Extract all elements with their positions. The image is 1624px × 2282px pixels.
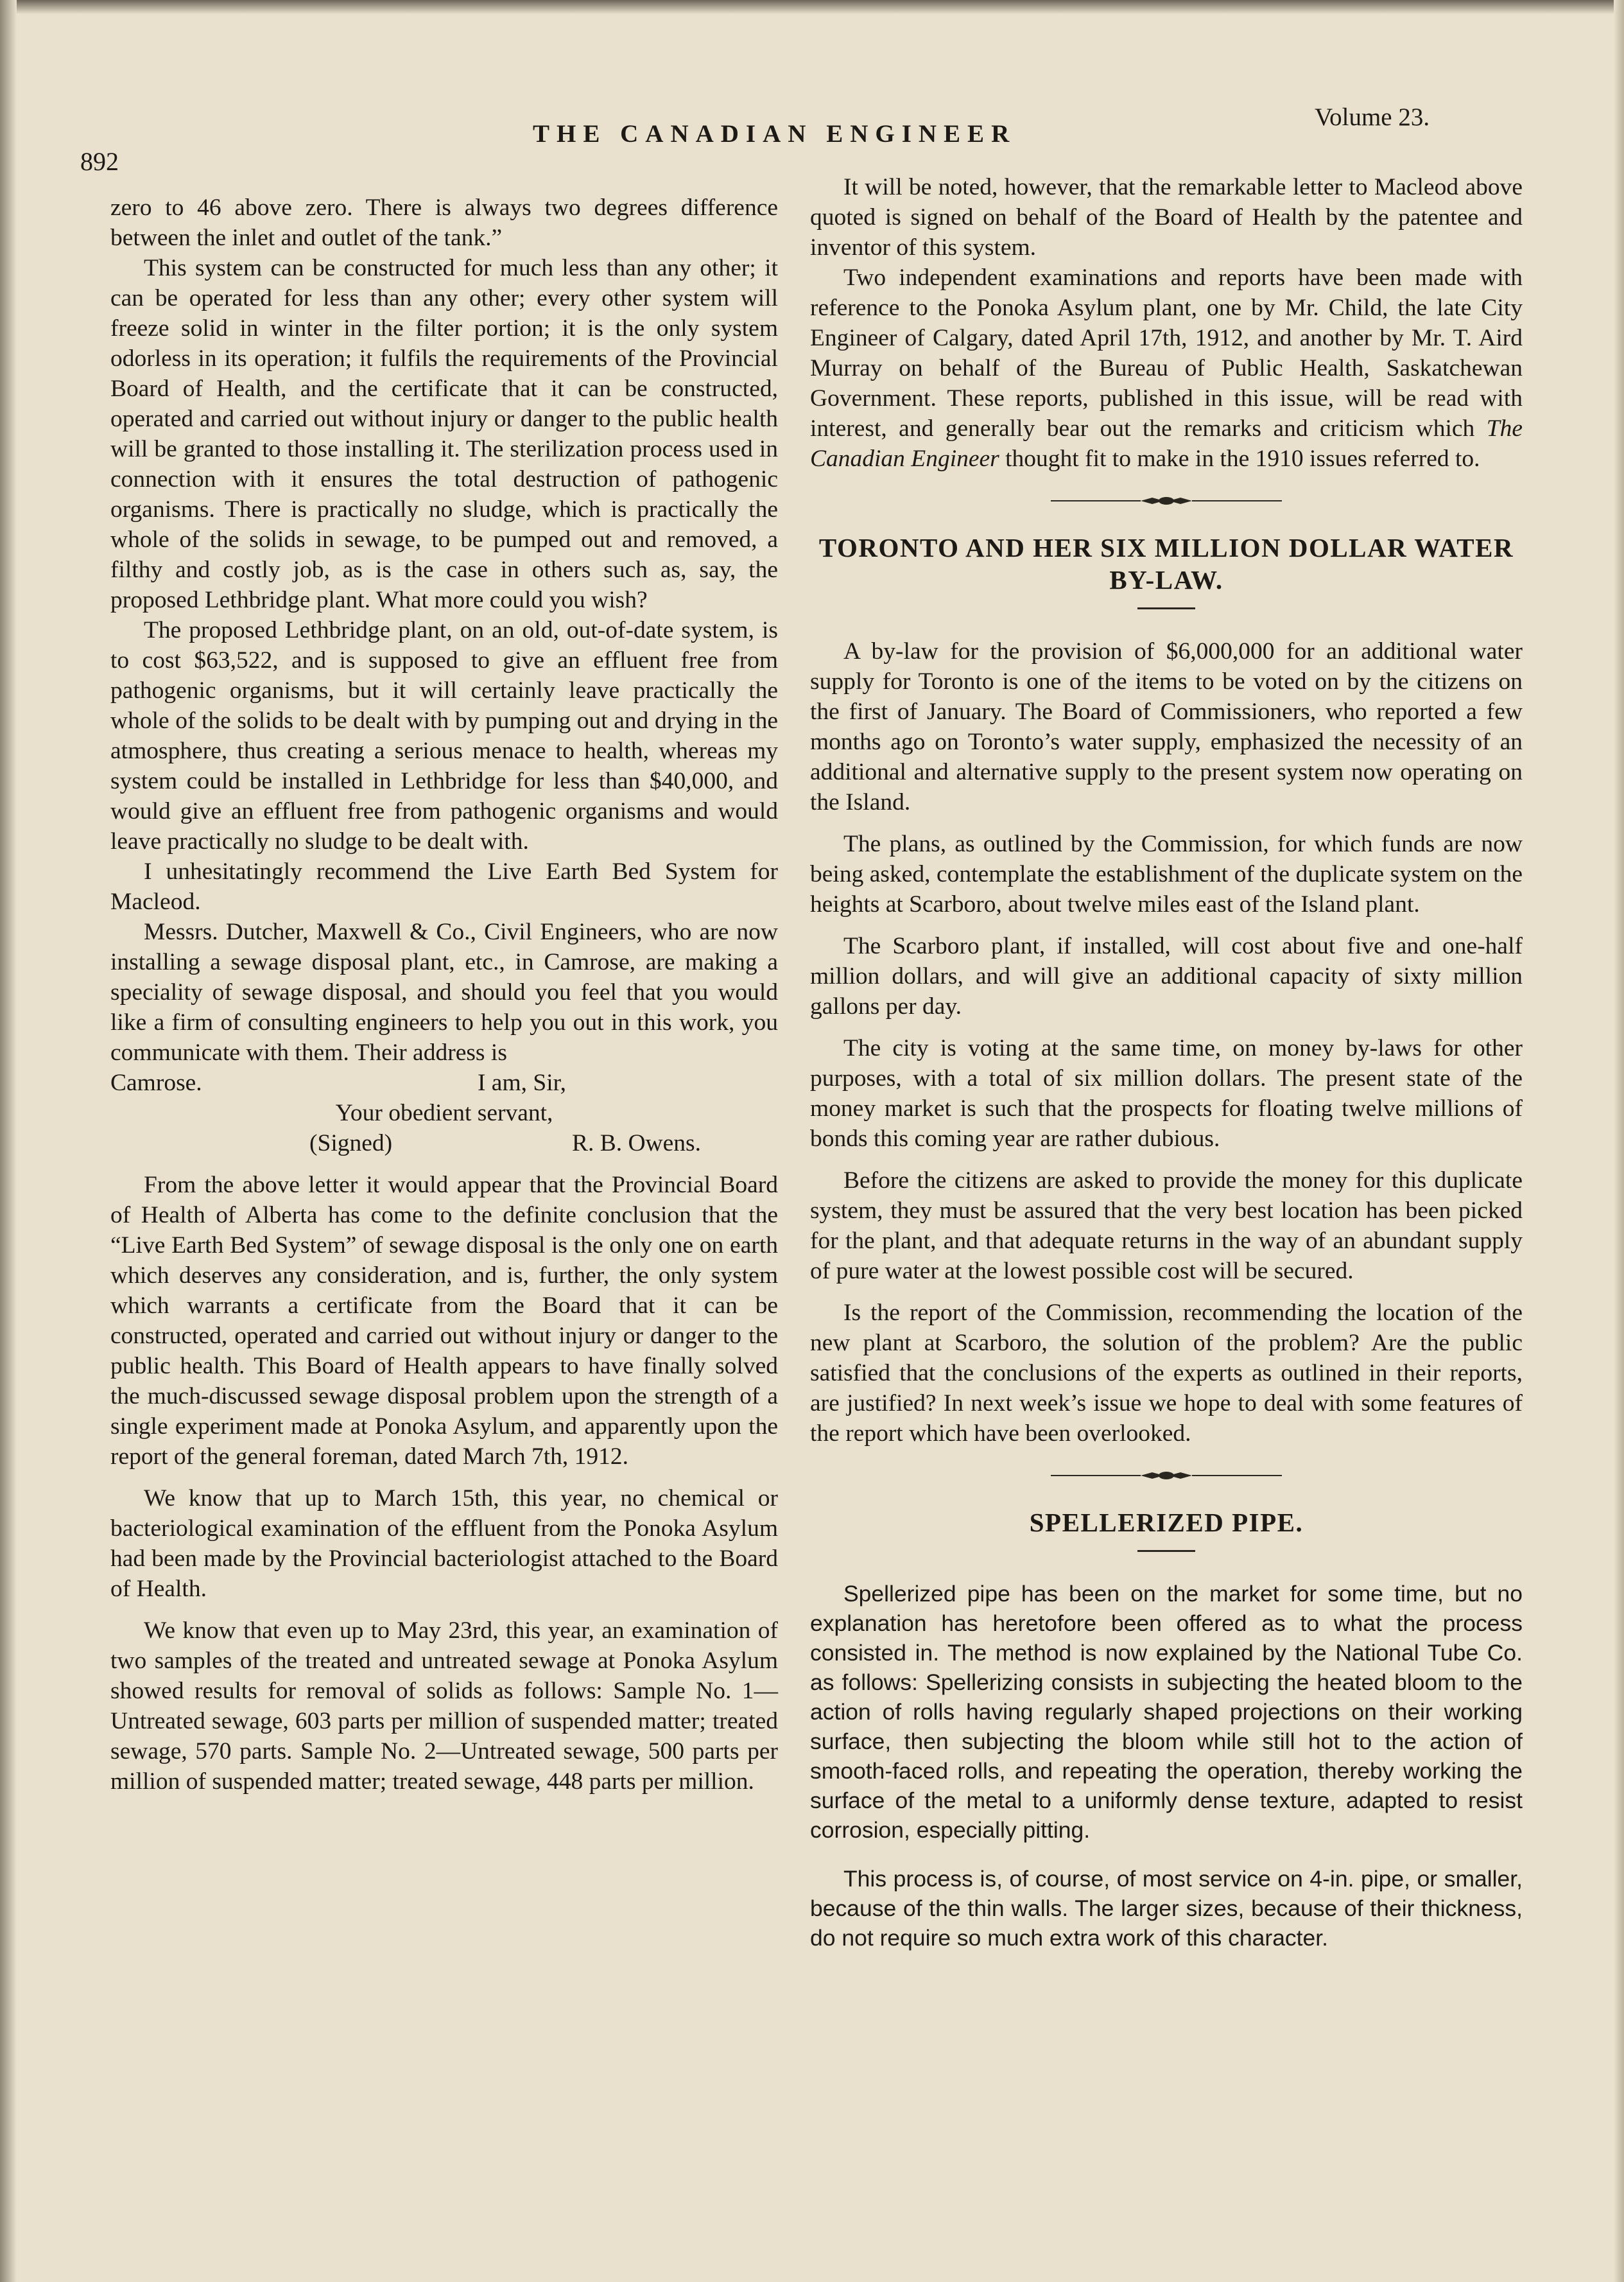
journal-title: The Canadian Engineer — [810, 415, 1523, 472]
title-rule — [1137, 607, 1195, 609]
page-binding-shadow — [0, 0, 17, 2282]
section-divider-ornament — [1051, 1470, 1282, 1481]
paragraph: We know that even up to May 23rd, this year, an examination of two samples of the treated and untreated sewage at Ponoka Asylum showed results for removal of solids as follows: Sample No. 1—Untreated sewage, 603 parts per million of suspended matter; treated sewage, 570 parts. Sample No. 2—Untreated sewage, 500 parts per million of suspended matter; treated sewage, 448 parts per million. — [110, 1617, 778, 1795]
paragraph: A by-law for the provision of $6,000,000 for an additional water supply for Toronto is one of the items to be voted on by the citizens on the first of January. The Board of Commissioners, who reported a few months ago on Toronto’s water supply, emphasized the necessity of an additional and alternative supply to the present system now operating on the Island. — [810, 638, 1523, 815]
left-column — [110, 193, 778, 1797]
paragraph: This process is, of course, of most service on 4-in. pipe, or smaller, because of the thin walls. The larger sizes, because of their thickness, do not require so much extra work of this character. — [810, 1866, 1523, 1951]
signer-name: R. B. Owens. — [571, 1130, 701, 1156]
address-line — [110, 1068, 778, 1098]
paragraph: This system can be constructed for much less than any other; it can be operated for less than any other; every other system will freeze solid in winter in the filter portion; it is the only system odorless in its operation; it fulfils the requirements of the Provincial Board of Health, and the certificate that it can be constructed, operated and carried out without injury or danger to the public health will be granted to those installing it. The sterilization process used in connection with it ensures the total destruction of pathogenic organisms. There is practically no sludge, which is practically the whole of the solids in sewage, to be pumped out and removed, a filthy and costly job, as is the case in others such as, say, the proposed Lethbridge plant. What more could you wish? — [110, 255, 778, 613]
paragraph: The city is voting at the same time, on money by-laws for other purposes, with a total of six million dollars. The present state of the money market is such that the prospects for floating twelve millions of bonds this coming year are rather dubious. — [810, 1035, 1523, 1152]
paragraph: Before the citizens are asked to provide the money for this duplicate system, they must be assured that the very best location has been picked for the plant, and that adequate returns in the way of an abundant supply of pure water at the lowest possible cost will be secured. — [810, 1167, 1523, 1284]
paragraph-text: Two independent examinations and reports have been made with reference to the Ponoka Asylum plant, one by Mr. Child, the late City Engineer of Calgary, dated April 17th, 1912, and another by Mr. T. Aird Murray on behalf of the Bureau of Public Health, Saskatchewan Government. These reports, published in this issue, will be read with interest, and generally bear out the remarks and criticism which — [810, 265, 1523, 442]
paragraph: Spellerized pipe has been on the market for some time, but no explanation has heretofore been offered as to what the process consisted in. The method is now explained by the National Tube Co. as follows: Spellerizing consists in subjecting the heated bloom to the action of rolls having regularly shaped projections on their working surface, then subjecting the bloom while still hot to the action of smooth-faced rolls, and repeating the operation, thereby working the surface of the metal to a uniformly dense texture, adapted to resist corrosion, especially pitting. — [810, 1581, 1523, 1843]
paragraph: Is the report of the Commission, recommending the location of the new plant at Scarboro, the solution of the problem? Are the public satisfied that the conclusions of the experts as outlined in their reports, are justified? In next week’s issue we hope to deal with some features of the report which have been overlooked. — [810, 1300, 1523, 1447]
article-title-toronto: TORONTO AND HER SIX MILLION DOLLAR WATER BY-LAW. — [818, 533, 1514, 595]
paragraph-text: thought fit to make in the 1910 issues referred to. — [1005, 446, 1480, 472]
page-right-edge — [1614, 0, 1624, 2282]
paragraph — [810, 263, 1523, 474]
page-number: 892 — [80, 147, 119, 176]
right-column — [810, 172, 1523, 1953]
salutation: I am, Sir, — [477, 1070, 566, 1096]
section-divider-ornament — [1051, 496, 1282, 506]
paragraph: I unhesitatingly recommend the Live Earth Bed System for Macleod. — [110, 858, 778, 915]
paragraph: The Scarboro plant, if installed, will cost about five and one-half million dollars, and will give an additional capacity of sixty million gallons per day. — [810, 933, 1523, 1020]
signature-line — [110, 1128, 778, 1158]
spellerized-body — [810, 1579, 1523, 1953]
title-rule — [1137, 1550, 1195, 1552]
page-top-shadow — [0, 0, 1624, 14]
closing: Your obedient servant, — [335, 1100, 553, 1126]
paragraph: The proposed Lethbridge plant, on an old, out-of-date system, is to cost $63,522, and is supposed to give an effluent free from pathogenic organisms, but it will certainly leave practically the whole of the solids to be dealt with by pumping out and drying in the atmosphere, thus creating a serious menace to health, whereas my system could be installed in Lethbridge for less than $40,000, and would give an effluent free from pathogenic organisms and would leave practically no sludge to be dealt with. — [110, 617, 778, 855]
paragraph: zero to 46 above zero. There is always two degrees difference between the inlet and outlet of the tank.” — [110, 195, 778, 251]
running-head: THE CANADIAN ENGINEER — [533, 120, 1017, 148]
signed-label: (Signed) — [309, 1130, 393, 1156]
article-title-spellerized: SPELLERIZED PIPE. — [1029, 1508, 1304, 1537]
address-text: Camrose. — [110, 1070, 202, 1096]
paragraph: It will be noted, however, that the remarkable letter to Macleod above quoted is signed on behalf of the Board of Health by the patentee and inventor of this system. — [810, 174, 1523, 261]
volume-label: Volume 23. — [1315, 103, 1430, 131]
paragraph: From the above letter it would appear that the Provincial Board of Health of Alberta has come to the definite conclusion that the “Live Earth Bed System” of sewage disposal is the only one on earth which deserves any consideration, and is, further, the only system which warrants a certificate from the Board that it can be constructed, operated and carried out without injury or danger to the public health. This Board of Health appears to have finally solved the much-discussed sewage disposal problem upon the strength of a single experiment made at Ponoka Asylum, and apparently upon the report of the general foreman, dated March 7th, 1912. — [110, 1172, 778, 1470]
paragraph: We know that up to March 15th, this year, no chemical or bacteriological examination of the effluent from the Ponoka Asylum had been made by the Provincial bacteriologist attached to the Board of Health. — [110, 1485, 778, 1602]
paragraph: Messrs. Dutcher, Maxwell & Co., Civil Engineers, who are now installing a sewage disposal plant, etc., in Camrose, are making a speciality of sewage disposal, and should you feel that you would like a firm of consulting engineers to help you out in this work, you communicate with them. Their address is — [110, 919, 778, 1066]
paragraph: The plans, as outlined by the Commission, for which funds are now being asked, contemplate the establishment of the duplicate system on the heights at Scarboro, about twelve miles east of the Island plant. — [810, 831, 1523, 918]
